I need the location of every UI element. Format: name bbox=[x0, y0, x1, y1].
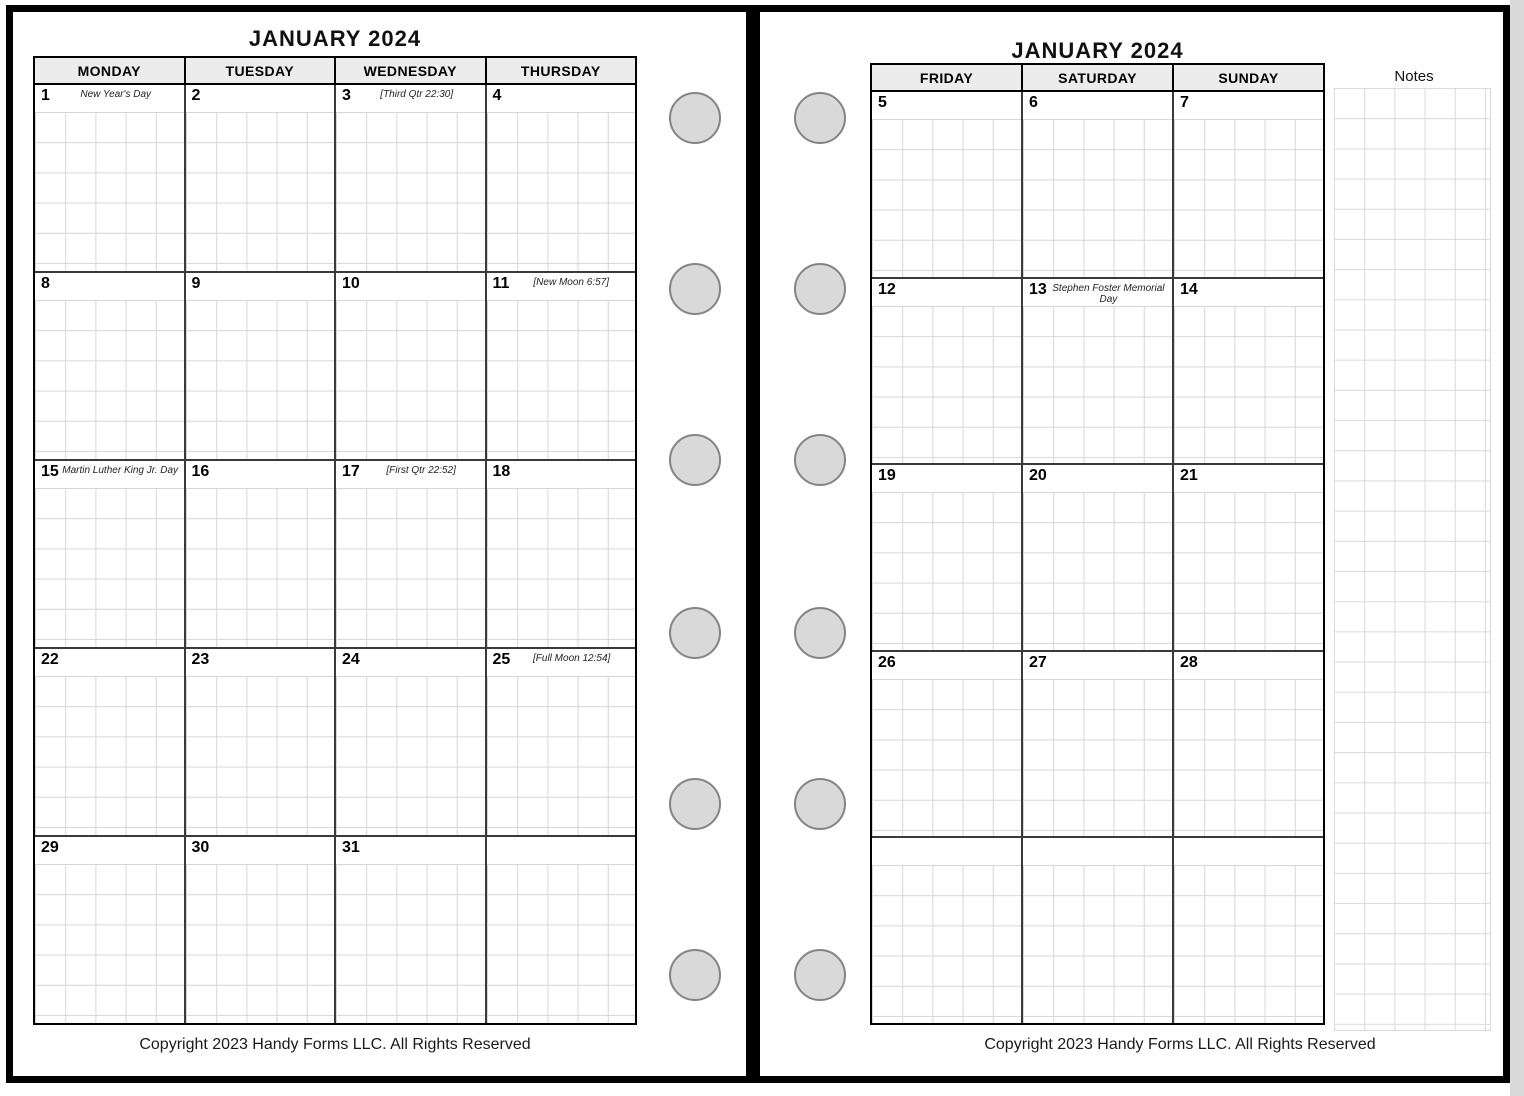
day-cell-13 bbox=[1023, 279, 1174, 464]
day-header-band bbox=[1023, 652, 1172, 679]
writing-grid bbox=[1174, 119, 1323, 277]
day-cell-25 bbox=[487, 649, 636, 835]
left-page-title: JANUARY 2024 bbox=[248, 26, 422, 51]
day-header-band bbox=[35, 85, 184, 112]
day-number: 28 bbox=[1180, 653, 1198, 671]
day-header-band bbox=[336, 837, 485, 864]
day-cell-2 bbox=[186, 85, 337, 271]
day-header-band bbox=[1174, 465, 1323, 492]
writing-grid bbox=[1023, 679, 1172, 837]
day-cell-3 bbox=[336, 85, 487, 271]
day-holiday-note: [Full Moon 12:54] bbox=[533, 653, 611, 664]
day-header-band bbox=[487, 649, 636, 676]
day-header-band bbox=[336, 273, 485, 300]
day-number bbox=[872, 838, 878, 841]
day-header-band bbox=[336, 85, 485, 112]
notes-label: Notes bbox=[1394, 68, 1434, 85]
week-row bbox=[872, 92, 1323, 279]
writing-grid bbox=[1023, 865, 1172, 1023]
notes-writing-grid bbox=[1334, 88, 1491, 1031]
day-number: 21 bbox=[1180, 467, 1198, 485]
weekday-header-friday: FRIDAY bbox=[872, 65, 1023, 90]
week-row bbox=[872, 838, 1323, 1023]
day-header-band bbox=[186, 837, 335, 864]
week-row bbox=[35, 837, 635, 1023]
day-header-band bbox=[1023, 279, 1172, 306]
weekday-header-wednesday: WEDNESDAY bbox=[336, 58, 487, 83]
day-cell-24 bbox=[336, 649, 487, 835]
right-page bbox=[753, 5, 1510, 1083]
weekday-header-row bbox=[35, 58, 635, 85]
binder-hole bbox=[669, 92, 721, 144]
day-number: 15 bbox=[41, 463, 59, 480]
day-number: 25 bbox=[492, 651, 511, 668]
day-cell-12 bbox=[872, 279, 1023, 464]
writing-grid bbox=[186, 676, 335, 835]
day-header-band bbox=[1174, 279, 1323, 306]
week-row bbox=[35, 85, 635, 273]
binder-hole bbox=[669, 607, 721, 659]
writing-grid bbox=[1023, 492, 1172, 650]
day-header-band bbox=[35, 461, 184, 488]
day-number: 29 bbox=[41, 839, 59, 856]
left-copyright: Copyright 2023 Handy Forms LLC. All Rights Reserved bbox=[139, 1036, 531, 1053]
writing-grid bbox=[487, 300, 636, 459]
day-cell-29 bbox=[35, 837, 186, 1023]
day-number: 13 bbox=[1029, 280, 1047, 298]
writing-grid bbox=[872, 492, 1021, 650]
day-cell-26 bbox=[872, 652, 1023, 837]
day-cell-4 bbox=[487, 85, 636, 271]
day-header-band bbox=[336, 461, 485, 488]
day-number: 3 bbox=[342, 87, 351, 104]
week-row bbox=[35, 649, 635, 837]
day-header-band bbox=[1023, 92, 1172, 119]
day-header-band bbox=[186, 85, 335, 112]
day-number: 7 bbox=[1180, 94, 1189, 111]
day-number: 30 bbox=[191, 839, 210, 856]
day-number: 1 bbox=[41, 87, 50, 104]
day-header-band bbox=[186, 461, 335, 488]
day-number: 11 bbox=[492, 275, 510, 292]
binder-hole bbox=[794, 263, 846, 315]
day-number: 6 bbox=[1029, 94, 1038, 111]
weekday-header-sunday: SUNDAY bbox=[1218, 69, 1279, 86]
day-cell-17 bbox=[336, 461, 487, 647]
screen-edge-strip bbox=[1510, 0, 1524, 1096]
binder-hole bbox=[794, 778, 846, 830]
day-number: 26 bbox=[878, 653, 896, 671]
day-header-band bbox=[1174, 652, 1323, 679]
day-number: 14 bbox=[1180, 280, 1198, 298]
weekday-header-thursday: THURSDAY bbox=[520, 62, 601, 79]
day-header-band bbox=[1174, 92, 1323, 119]
right-copyright: Copyright 2023 Handy Forms LLC. All Rights Reserved bbox=[984, 1036, 1376, 1053]
day-cell-30 bbox=[186, 837, 337, 1023]
day-cell-22 bbox=[35, 649, 186, 835]
day-number: 4 bbox=[492, 87, 502, 104]
left-calendar-table bbox=[33, 56, 637, 1025]
writing-grid bbox=[1174, 306, 1323, 464]
writing-grid bbox=[872, 306, 1021, 464]
weekday-header-saturday: SATURDAY bbox=[1023, 65, 1174, 90]
day-cell-empty bbox=[1023, 838, 1174, 1023]
day-header-band bbox=[487, 461, 636, 488]
day-number: 22 bbox=[41, 651, 59, 668]
binder-hole bbox=[669, 434, 721, 486]
writing-grid bbox=[35, 112, 184, 271]
week-row bbox=[872, 652, 1323, 839]
day-holiday-note: [New Moon 6:57] bbox=[533, 277, 610, 288]
day-number: 12 bbox=[878, 280, 896, 298]
binder-hole bbox=[794, 949, 846, 1001]
day-cell-6 bbox=[1023, 92, 1174, 277]
day-header-band bbox=[35, 273, 184, 300]
day-cell-14 bbox=[1174, 279, 1323, 464]
day-number: 20 bbox=[1029, 467, 1047, 485]
writing-grid bbox=[35, 488, 184, 647]
day-number: 27 bbox=[1029, 653, 1047, 671]
writing-grid bbox=[1174, 865, 1323, 1023]
day-number: 8 bbox=[41, 275, 50, 292]
day-number: 18 bbox=[492, 463, 511, 480]
writing-grid bbox=[487, 676, 636, 835]
writing-grid bbox=[186, 300, 335, 459]
day-holiday-note: [First Qtr 22:52] bbox=[386, 465, 456, 476]
writing-grid bbox=[186, 488, 335, 647]
weekday-header-row bbox=[872, 65, 1323, 92]
day-cell-empty bbox=[487, 837, 636, 1023]
day-cell-15 bbox=[35, 461, 186, 647]
writing-grid bbox=[336, 676, 485, 835]
week-row bbox=[35, 273, 635, 461]
writing-grid bbox=[35, 300, 184, 459]
day-cell-27 bbox=[1023, 652, 1174, 837]
day-cell-5 bbox=[872, 92, 1023, 277]
writing-grid bbox=[1023, 306, 1172, 464]
day-header-band bbox=[872, 465, 1021, 492]
binder-hole bbox=[669, 778, 721, 830]
day-cell-8 bbox=[35, 273, 186, 459]
day-number: 19 bbox=[878, 467, 896, 485]
day-header-band bbox=[186, 273, 335, 300]
right-calendar-table bbox=[870, 63, 1325, 1025]
day-cell-7 bbox=[1174, 92, 1323, 277]
day-cell-10 bbox=[336, 273, 487, 459]
day-number: 16 bbox=[191, 463, 210, 480]
day-header-band bbox=[872, 838, 1021, 865]
day-number: 9 bbox=[191, 275, 201, 292]
day-cell-9 bbox=[186, 273, 337, 459]
day-header-band bbox=[872, 92, 1021, 119]
day-header-band bbox=[1023, 838, 1172, 865]
writing-grid bbox=[1023, 119, 1172, 277]
day-header-band bbox=[336, 649, 485, 676]
writing-grid bbox=[186, 864, 335, 1023]
day-number: 23 bbox=[191, 651, 210, 668]
week-row bbox=[872, 279, 1323, 466]
binder-hole bbox=[794, 434, 846, 486]
day-cell-empty bbox=[1174, 838, 1323, 1023]
day-number: 31 bbox=[342, 839, 360, 856]
day-header-band bbox=[487, 85, 636, 112]
day-cell-18 bbox=[487, 461, 636, 647]
day-cell-31 bbox=[336, 837, 487, 1023]
day-cell-20 bbox=[1023, 465, 1174, 650]
day-number: 24 bbox=[342, 651, 360, 668]
writing-grid bbox=[35, 676, 184, 835]
day-number: 10 bbox=[342, 275, 360, 292]
day-holiday-note: Martin Luther King Jr. Day bbox=[62, 465, 179, 476]
day-number bbox=[1174, 838, 1180, 841]
day-number bbox=[1023, 838, 1029, 841]
writing-grid bbox=[1174, 679, 1323, 837]
writing-grid bbox=[186, 112, 335, 271]
left-page bbox=[6, 5, 753, 1083]
writing-grid bbox=[872, 865, 1021, 1023]
weekday-header-monday: MONDAY bbox=[35, 58, 186, 83]
weekday-header-tuesday: TUESDAY bbox=[186, 58, 337, 83]
day-header-band bbox=[487, 837, 636, 864]
day-header-band bbox=[1023, 465, 1172, 492]
day-header-band bbox=[35, 649, 184, 676]
binder-hole bbox=[669, 949, 721, 1001]
day-header-band bbox=[186, 649, 335, 676]
right-page-title: JANUARY 2024 bbox=[1011, 38, 1184, 63]
writing-grid bbox=[1174, 492, 1323, 650]
week-row bbox=[872, 465, 1323, 652]
writing-grid bbox=[487, 864, 636, 1023]
day-cell-21 bbox=[1174, 465, 1323, 650]
day-number: 2 bbox=[191, 87, 201, 104]
writing-grid bbox=[487, 488, 636, 647]
day-cell-28 bbox=[1174, 652, 1323, 837]
writing-grid bbox=[872, 119, 1021, 277]
day-holiday-note: New Year's Day bbox=[80, 89, 152, 100]
writing-grid bbox=[336, 112, 485, 271]
day-header-band bbox=[1174, 838, 1323, 865]
day-header-band bbox=[35, 837, 184, 864]
day-cell-11 bbox=[487, 273, 636, 459]
day-cell-23 bbox=[186, 649, 337, 835]
binder-hole bbox=[794, 92, 846, 144]
day-cell-19 bbox=[872, 465, 1023, 650]
day-number: 5 bbox=[878, 94, 887, 111]
writing-grid bbox=[872, 679, 1021, 837]
binder-hole bbox=[669, 263, 721, 315]
day-holiday-note: Stephen Foster Memorial Day bbox=[1052, 282, 1165, 305]
day-header-band bbox=[872, 279, 1021, 306]
writing-grid bbox=[336, 864, 485, 1023]
day-number: 17 bbox=[342, 463, 360, 480]
day-number bbox=[487, 837, 493, 840]
week-row bbox=[35, 461, 635, 649]
binder-hole bbox=[794, 607, 846, 659]
day-cell-16 bbox=[186, 461, 337, 647]
writing-grid bbox=[336, 300, 485, 459]
day-cell-empty bbox=[872, 838, 1023, 1023]
day-holiday-note: [Third Qtr 22:30] bbox=[380, 89, 454, 100]
writing-grid bbox=[487, 112, 636, 271]
writing-grid bbox=[35, 864, 184, 1023]
day-header-band bbox=[487, 273, 636, 300]
day-cell-1 bbox=[35, 85, 186, 271]
writing-grid bbox=[336, 488, 485, 647]
day-header-band bbox=[872, 652, 1021, 679]
